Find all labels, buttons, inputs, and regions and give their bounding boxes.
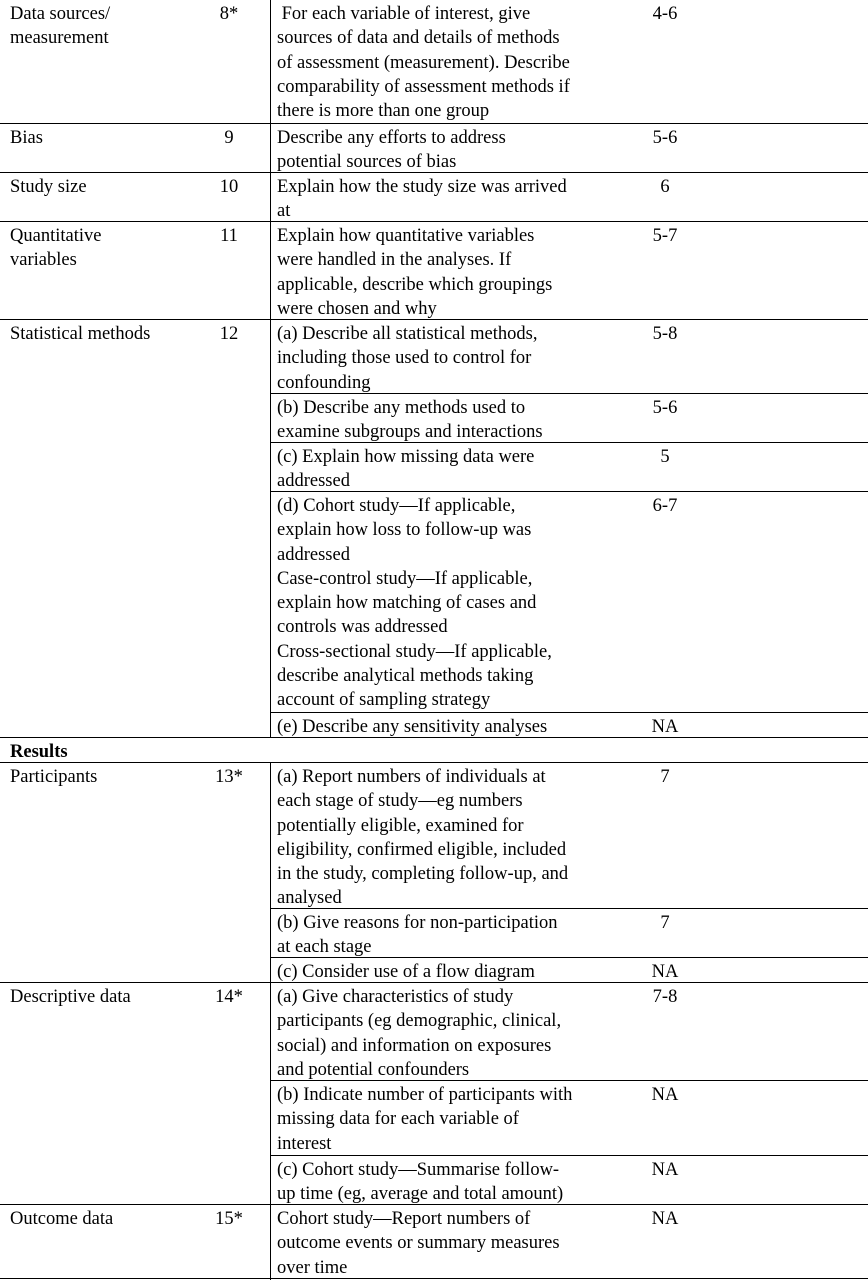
column-divider [270, 762, 271, 1280]
topic-cell: Bias [10, 128, 43, 148]
subrow-divider [270, 957, 868, 958]
item-number: 9 [224, 128, 234, 148]
subrow-divider [270, 1080, 868, 1081]
subrow-divider [270, 393, 868, 394]
recommendation-cell: (b) Give reasons for non-participation at each stage [277, 913, 558, 958]
item-number: 12 [219, 324, 239, 344]
section-title: Results [10, 742, 68, 762]
subrow-divider [270, 442, 868, 443]
page-number: 7 [660, 913, 670, 933]
page-number: 7 [660, 767, 670, 787]
item-number: 15* [215, 1209, 243, 1229]
recommendation-cell: (c) Explain how missing data were addressed [277, 447, 535, 492]
recommendation-cell: (a) Describe all statistical methods, including those used to control for confounding [277, 324, 538, 393]
recommendation-cell: (a) Give characteristics of study participants (eg demographic, clinical, social) and information on exposures and potential confounders [277, 987, 562, 1080]
topic-cell: Outcome data [10, 1209, 114, 1229]
page-number: 5-6 [652, 398, 678, 418]
subrow-divider [270, 491, 868, 492]
row-divider [0, 737, 868, 738]
item-number: 14* [215, 987, 243, 1007]
topic-cell: Statistical methods [10, 324, 151, 344]
page-number: 5-8 [652, 324, 678, 344]
page-number: NA [651, 962, 679, 982]
row-divider [0, 221, 868, 222]
topic-cell: Descriptive data [10, 987, 131, 1007]
recommendation-cell: (d) Cohort study—If applicable, explain how loss to follow-up was addressed Case-control study—If applicable, explain how matching of cases and controls was addressed Cross-sectional study—If applicable, describe analytical methods taking account of sampling strategy [277, 496, 552, 711]
row-divider [0, 762, 868, 763]
page-number: 5 [660, 447, 670, 467]
item-number: 11 [220, 226, 238, 246]
page-number: 5-6 [652, 128, 678, 148]
subrow-divider [270, 1155, 868, 1156]
recommendation-cell: (b) Describe any methods used to examine subgroups and interactions [277, 398, 543, 443]
row-divider [0, 1278, 868, 1279]
topic-cell: Quantitative variables [10, 226, 102, 271]
row-divider [0, 1204, 868, 1205]
page-number: 6 [660, 177, 670, 197]
page-number: 7-8 [652, 987, 678, 1007]
item-number: 10 [219, 177, 239, 197]
subrow-divider [270, 908, 868, 909]
recommendation-cell: Explain how the study size was arrived at [277, 177, 567, 222]
recommendation-cell: (a) Report numbers of individuals at each stage of study—eg numbers potentially eligible, examined for eligibility, confirmed eligible, included in the study, completing follow-up, and analysed [277, 767, 569, 909]
row-divider [0, 172, 868, 173]
page-number: NA [651, 1085, 679, 1105]
recommendation-cell: (e) Describe any sensitivity analyses [277, 717, 548, 737]
page-number: 6-7 [652, 496, 678, 516]
row-divider [0, 319, 868, 320]
page-number: NA [651, 717, 679, 737]
recommendation-cell: (c) Cohort study—Summarise follow- up time (eg, average and total amount) [277, 1160, 564, 1205]
topic-cell: Study size [10, 177, 87, 197]
row-divider [0, 123, 868, 124]
recommendation-cell: (c) Consider use of a flow diagram [277, 962, 535, 982]
page-number: 5-7 [652, 226, 678, 246]
item-number: 8* [219, 4, 239, 24]
page-number: NA [651, 1209, 679, 1229]
column-divider [270, 0, 271, 737]
item-number: 13* [215, 767, 243, 787]
recommendation-cell: Cohort study—Report numbers of outcome events or summary measures over time [277, 1209, 560, 1278]
topic-cell: Participants [10, 767, 98, 787]
recommendation-cell: (b) Indicate number of participants with missing data for each variable of interest [277, 1085, 573, 1154]
row-divider [0, 982, 868, 983]
page-number: 4-6 [652, 4, 678, 24]
recommendation-cell: Explain how quantitative variables were handled in the analyses. If applicable, describe which groupings were chosen and why [277, 226, 553, 319]
subrow-divider [270, 712, 868, 713]
recommendation-cell: Describe any efforts to address potential sources of bias [277, 128, 506, 173]
topic-cell: Data sources/ measurement [10, 4, 111, 49]
page-number: NA [651, 1160, 679, 1180]
recommendation-cell: For each variable of interest, give sources of data and details of methods of assessment (measurement). Describe comparability of assessment methods if there is more than one group [277, 4, 570, 122]
